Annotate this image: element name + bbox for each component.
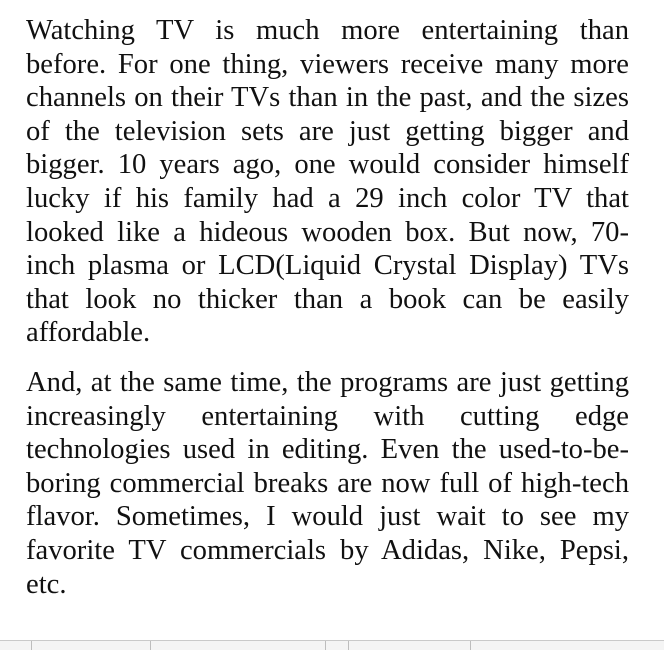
document-body bbox=[26, 14, 629, 601]
ruler-tick bbox=[348, 641, 349, 650]
paragraph-2: And, at the same time, the programs are just getting increasingly entertaining with cutting edge technologies used in editing. Even the used-to-be-boring commercial breaks are now full of high-tech flavor. Sometimes, I would just wait to see my favorite TV commercials by Adidas, Nike, Pepsi, etc. bbox=[26, 366, 629, 600]
ruler-tick bbox=[325, 641, 326, 650]
ruler-strip bbox=[0, 641, 664, 650]
ruler-tick bbox=[150, 641, 151, 650]
ruler-tick bbox=[470, 641, 471, 650]
ruler-tick bbox=[31, 641, 32, 650]
paragraph-1: Watching TV is much more entertaining than before. For one thing, viewers receive many more channels on their TVs than in the past, and the sizes of the television sets are just getting bigger and bigger. 10 years ago, one would consider himself lucky if his family had a 29 inch color TV that looked like a hideous wooden box. But now, 70-inch plasma or LCD(Liquid Crystal Display) TVs that look no thicker than a book can be easily affordable. bbox=[26, 15, 629, 349]
